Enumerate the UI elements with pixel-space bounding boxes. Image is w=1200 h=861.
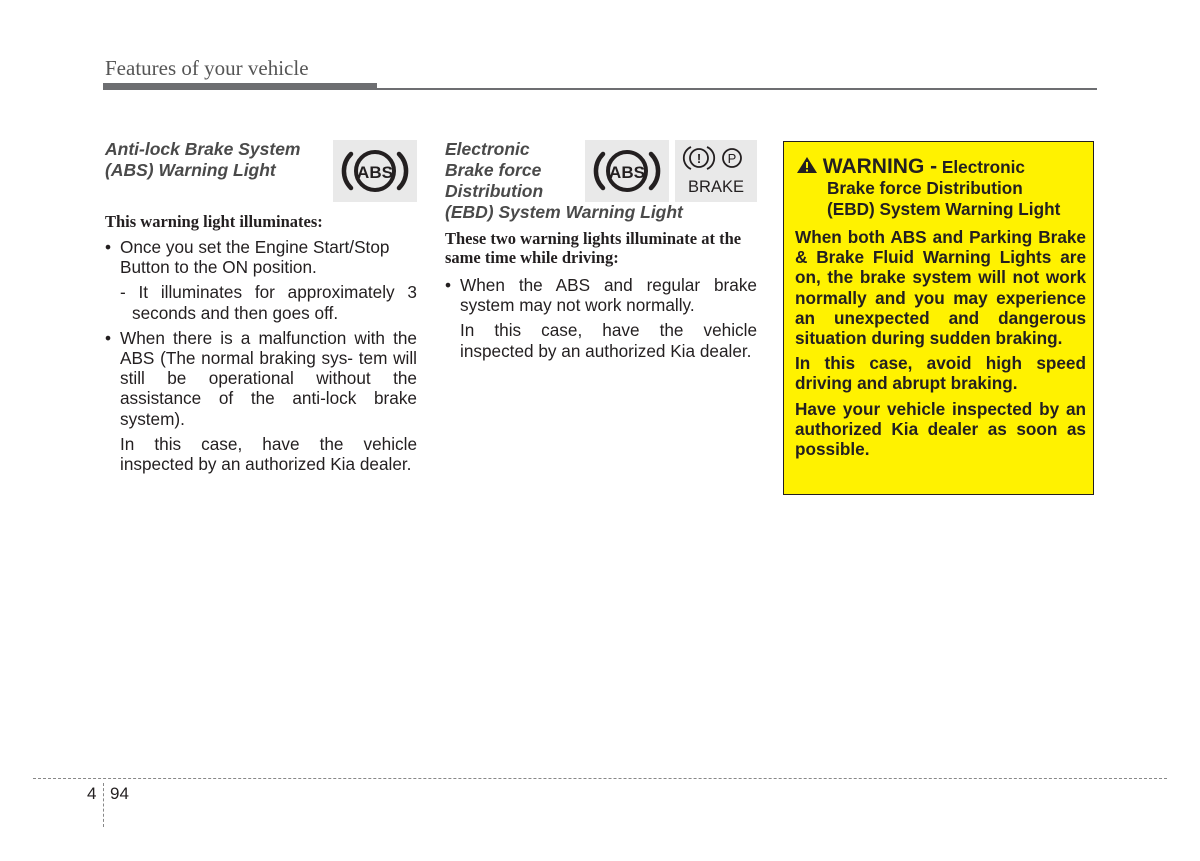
ebd-body: [445, 275, 757, 366]
ebd-lead-text: These two warning lights illuminate at the same time while driving:: [445, 229, 742, 267]
abs-bullet-2: • When there is a malfunction with the ABS (The normal braking sys- tem will still be operational without the assistance of the anti-lock brake system).: [105, 328, 417, 429]
parking-p-icon: P: [727, 151, 737, 166]
warning-body: [795, 227, 1086, 464]
ebd-abs-warning-icon: [585, 140, 669, 202]
ebd-title-line1: Electronic: [445, 139, 530, 159]
warning-paragraph-3: Have your vehicle inspected by an authorized Kia dealer as soon as possible.: [795, 398, 1086, 460]
warning-box: [783, 141, 1094, 495]
brake-icon-label: BRAKE: [688, 177, 744, 196]
abs-bullet-1-line2: Button to the ON position.: [120, 257, 317, 278]
chapter-number: 4: [87, 784, 97, 803]
abs-paragraph: In this case, have the vehicle inspected by an authorized Kia dealer.: [120, 433, 417, 475]
warning-title-line2: Brake force Distribution: [827, 178, 1023, 198]
brake-warning-icon: [675, 140, 757, 202]
exclamation-icon: !: [696, 151, 702, 166]
warning-label: WARNING -: [822, 155, 938, 178]
abs-sub-1: [105, 282, 417, 322]
ebd-bullet-1: • When the ABS and regular brake system may not work normally.: [445, 275, 757, 315]
page-number: 94: [110, 784, 129, 803]
abs-lead-text: This warning light illuminates:: [105, 212, 323, 231]
warning-triangle-icon: [796, 156, 818, 174]
ebd-title-line2: Brake force: [445, 160, 542, 180]
abs-body: [105, 237, 417, 479]
page-header-title: Features of your vehicle: [105, 56, 309, 80]
footer-divider: [103, 783, 104, 827]
ebd-paragraph: In this case, have the vehicle inspected by an authorized Kia dealer.: [460, 320, 757, 361]
abs-title-line2: (ABS) Warning Light: [105, 160, 276, 180]
abs-sub-1-line2: seconds and then goes off.: [132, 302, 339, 323]
ebd-title-line4: (EBD) System Warning Light: [445, 202, 683, 222]
footer-rule: [33, 778, 1167, 779]
abs-bullet-1: [105, 237, 417, 277]
abs-icon-label: ABS: [357, 163, 393, 182]
ebd-title-line3: Distribution: [445, 181, 544, 201]
warning-paragraph-2: In this case, avoid high speed driving and abrupt braking.: [795, 353, 1086, 394]
warning-title-line3: (EBD) System Warning Light: [827, 199, 1061, 219]
ebd-abs-icon-label: ABS: [609, 163, 645, 182]
abs-sub-1-line1: - It illuminates for approximately 3: [120, 282, 417, 303]
warning-title-line1: Electronic: [941, 157, 1025, 177]
abs-bullet-1-line1: • Once you set the Engine Start/Stop: [120, 237, 390, 257]
abs-warning-icon: [333, 140, 417, 202]
warning-paragraph-1: When both ABS and Parking Brake & Brake Fluid Warning Lights are on, the brake system will not work normally and you may experience an unexpected and dangerous situation during sudden braking.: [795, 227, 1086, 349]
header-rule-thick: [103, 83, 377, 90]
header-rule-thin: [377, 88, 1097, 90]
abs-section-title: [105, 139, 301, 181]
abs-title-line1: Anti-lock Brake System: [105, 139, 301, 159]
warning-header: [796, 156, 1086, 220]
